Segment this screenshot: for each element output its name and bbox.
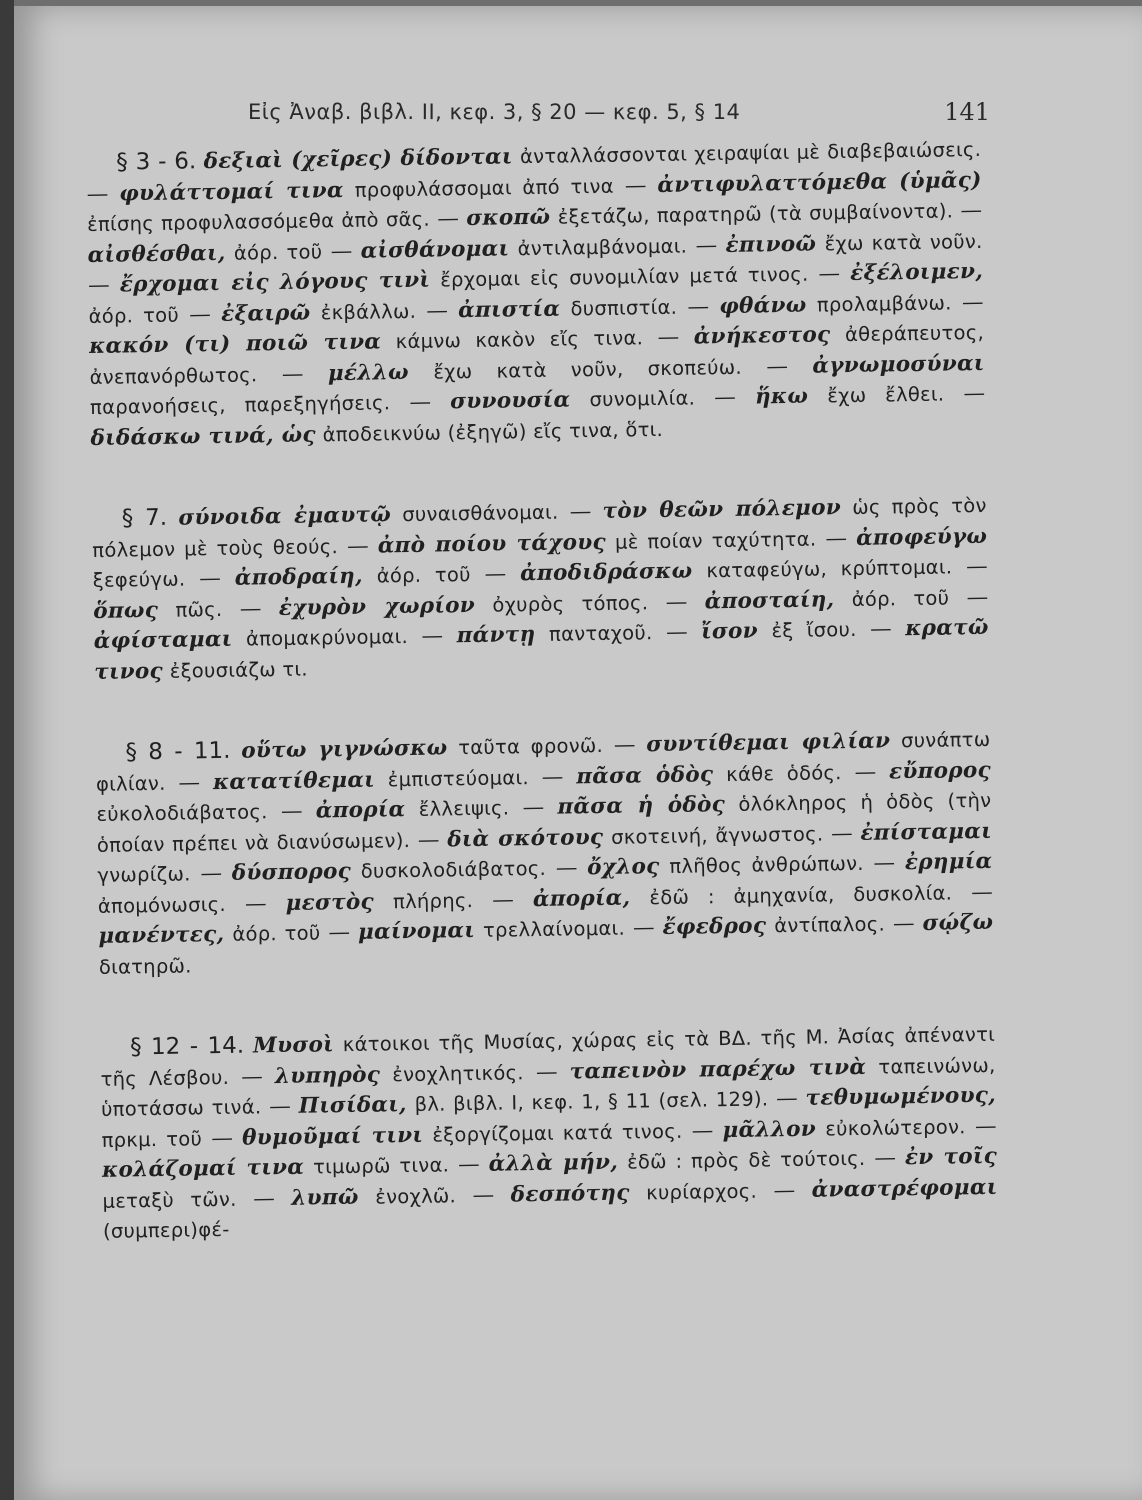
dash-separator: — bbox=[949, 584, 989, 610]
headword: ἥκω bbox=[754, 383, 809, 410]
gloss: κυρίαρχος. bbox=[646, 1179, 758, 1204]
gloss: συναισθάνομαι. bbox=[402, 500, 559, 527]
headword: μαίνομαι bbox=[357, 917, 476, 945]
headword: ὄχλος bbox=[586, 854, 660, 881]
headword: οὕτω γιγνώσκω bbox=[241, 735, 448, 764]
dash-separator: — bbox=[320, 919, 359, 946]
headword: ἀπιστία bbox=[457, 296, 561, 323]
dash-separator: — bbox=[337, 532, 378, 559]
headword: πάντῃ bbox=[456, 622, 536, 649]
headword: ἀπὸ ποίου τάχους bbox=[377, 529, 607, 558]
dash-separator: — bbox=[558, 498, 603, 525]
dash-separator: — bbox=[841, 758, 890, 785]
headword: ἐξαιρῶ bbox=[220, 299, 311, 327]
gloss: ἐμπιστεύομαι. bbox=[387, 765, 530, 791]
dash-separator: — bbox=[409, 826, 448, 853]
dash-separator: — bbox=[545, 855, 588, 881]
gloss: δυσπιστία. bbox=[570, 295, 678, 320]
headword: Πισίδαι, bbox=[298, 1092, 407, 1119]
gloss: κάθε ὁδός. bbox=[725, 760, 842, 786]
page-header bbox=[230, 98, 990, 132]
dash-separator: — bbox=[528, 763, 577, 790]
gloss: ἐκβάλλω. bbox=[320, 299, 417, 324]
gloss: ἀόρ. τοῦ bbox=[88, 303, 180, 328]
headword: ἐρημία bbox=[904, 848, 993, 876]
dash-separator: — bbox=[165, 769, 214, 796]
headword: ἀπορία, bbox=[532, 885, 631, 912]
headword: πᾶσα ὁδὸς bbox=[576, 761, 714, 789]
gloss: (συμπερι)φέ- bbox=[102, 1217, 230, 1243]
gloss: ἀόρ. τοῦ bbox=[233, 239, 323, 265]
headword: ἀποφεύγω bbox=[855, 523, 988, 551]
gloss: ἔχω κατὰ νοῦν, σκοπεύω. bbox=[433, 355, 743, 384]
gloss: ἀντίπαλος. bbox=[774, 912, 886, 938]
headword: σκοπῶ bbox=[466, 204, 551, 232]
gloss: ἀνταλλάσσονται χειραψίαι μὲ διαβεβαιώσεις. bbox=[519, 137, 982, 169]
gloss: συνομιλία. bbox=[589, 386, 696, 412]
dash-separator: — bbox=[613, 172, 658, 199]
gloss: ἀόρ. τοῦ bbox=[232, 921, 321, 946]
dash-separator: — bbox=[322, 238, 361, 264]
gloss: ἐξουσιάζω τι. bbox=[169, 657, 308, 683]
headword: ἐπίσταμαι bbox=[860, 818, 993, 846]
dash-separator: — bbox=[190, 860, 232, 887]
gloss: πλήρης. bbox=[392, 888, 474, 913]
gloss: ἔλλειψις. bbox=[418, 796, 510, 821]
gloss: προλαμβάνω. bbox=[816, 290, 952, 317]
headword: κατατίθεμαι bbox=[212, 767, 376, 795]
dash-separator: — bbox=[965, 1113, 997, 1139]
gloss: τιμωρῶ τινα. bbox=[312, 1153, 450, 1179]
headword: ἀγνωμοσύναι bbox=[812, 350, 985, 379]
dash-separator: — bbox=[741, 353, 813, 380]
dash-separator: — bbox=[951, 879, 993, 905]
headword: ἐν τοῖς bbox=[904, 1143, 998, 1171]
headword: ἀνήκεστος bbox=[693, 322, 831, 350]
headword: ἀντιφυλαττόμεθα (ὑμᾶς) bbox=[657, 167, 982, 198]
section-marker: § 12 - 14. bbox=[129, 1032, 245, 1061]
headword: δεσπότης bbox=[510, 1180, 630, 1207]
dash-separator: — bbox=[856, 616, 906, 642]
dash-separator: — bbox=[509, 794, 558, 821]
gloss: ἐξοργίζομαι κατά τινος. bbox=[432, 1119, 683, 1147]
headword: κρατῶ τινος bbox=[94, 614, 989, 685]
dash-separator: — bbox=[225, 890, 286, 917]
headword: ἐπινοῶ bbox=[725, 231, 817, 258]
headword: αἰσθάνομαι bbox=[360, 235, 510, 264]
headword: μᾶλλον bbox=[722, 1116, 817, 1143]
gloss: ἐπίσης προφυλασσόμεθα ἀπὸ σᾶς. bbox=[87, 207, 431, 236]
dash-separator: — bbox=[201, 1125, 243, 1151]
headword: ἀπορία bbox=[315, 797, 406, 824]
dash-separator: — bbox=[756, 1177, 812, 1204]
gloss: ὡς πρὸς τὸν πόλεμον μὲ τοὺς θεούς. bbox=[92, 493, 987, 562]
dash-separator: — bbox=[694, 384, 756, 411]
gloss: πρκμ. τοῦ bbox=[101, 1126, 203, 1152]
gloss: βλ. βιβλ. Ι, κεφ. 1, § 11 (σελ. 129). bbox=[414, 1087, 769, 1116]
dash-separator: — bbox=[415, 297, 459, 324]
gloss: τρελλαίνομαι. bbox=[482, 916, 626, 942]
headword: ἔφεδρος bbox=[662, 913, 767, 941]
headword: συντίθεμαι φιλίαν bbox=[646, 728, 891, 758]
headword: μέλλω bbox=[327, 359, 410, 386]
dash-separator: — bbox=[390, 389, 451, 416]
headword: φυλάττομαί τινα bbox=[119, 177, 344, 206]
gloss: ἐνοχλητικός. bbox=[392, 1060, 524, 1086]
dash-separator: — bbox=[236, 1185, 292, 1212]
dash-separator: — bbox=[642, 324, 694, 351]
headword: διδάσκω τινά, ὡς bbox=[90, 421, 316, 451]
headword: ἀλλὰ μήν, bbox=[488, 1149, 619, 1177]
headword: Μυσοὶ bbox=[252, 1032, 335, 1059]
dash-separator: — bbox=[677, 293, 720, 320]
headword: κολάζομαί τινα bbox=[101, 1154, 305, 1183]
dash-separator: — bbox=[863, 850, 906, 876]
gloss: καταφεύγω, κρύπτομαι. bbox=[706, 555, 953, 583]
gloss: εὐκολοδιάβατος. bbox=[96, 800, 268, 826]
dash-separator: — bbox=[808, 261, 851, 287]
gloss: ἐξ ἴσου. bbox=[771, 617, 857, 643]
headword: ἐξέλοιμεν, bbox=[849, 258, 984, 287]
dash-separator: — bbox=[222, 595, 279, 622]
gloss: ἐδῶ : ἀμηχανία, δυσκολία. bbox=[649, 880, 953, 909]
section-marker: § 8 - 11. bbox=[125, 737, 231, 766]
gloss: ἀθεράπευτος, ἀνεπανόρθωτος. bbox=[89, 320, 985, 389]
paragraph-section-7 bbox=[92, 490, 990, 688]
headword: μανέντες, bbox=[98, 921, 225, 949]
section-marker: § 7. bbox=[121, 504, 168, 532]
headword: θυμοῦμαί τινι bbox=[241, 1122, 424, 1151]
gloss: ἔχω ἔλθει. bbox=[827, 382, 945, 408]
headword: κακόν (τι) ποιῶ τινα bbox=[88, 329, 382, 359]
dash-separator: — bbox=[865, 1145, 906, 1171]
gloss: πλῆθος ἀνθρώπων. bbox=[669, 851, 864, 878]
dash-separator: — bbox=[86, 180, 120, 207]
headword: δεξιαὶ (χεῖρες) δίδονται bbox=[203, 144, 513, 175]
dash-separator: — bbox=[87, 272, 120, 298]
dash-separator: — bbox=[648, 588, 705, 615]
dash-separator: — bbox=[523, 1059, 570, 1085]
dash-separator: — bbox=[952, 553, 988, 580]
gloss: μεταξὺ τῶν. bbox=[102, 1187, 237, 1213]
dash-separator: — bbox=[687, 232, 726, 259]
gloss: ἀπομακρύνομαι. bbox=[245, 625, 409, 651]
gloss: παρανοήσεις, παρεξηγήσεις. bbox=[89, 391, 391, 419]
headword: σύνοιδα ἐμαυτῷ bbox=[178, 502, 392, 531]
commentary-text bbox=[86, 134, 998, 1247]
gloss: συνάπτω φιλίαν. bbox=[95, 727, 991, 796]
dash-separator: — bbox=[448, 1151, 489, 1178]
dash-separator: — bbox=[768, 1085, 806, 1112]
gloss: διατηρῶ. bbox=[98, 953, 192, 979]
headword: σῴζω bbox=[922, 909, 994, 936]
gloss: ἀόρ. τοῦ bbox=[376, 563, 471, 588]
dash-separator: — bbox=[257, 360, 329, 387]
headword: αἰσθέσθαι, bbox=[87, 240, 226, 268]
headword: ἴσον bbox=[700, 618, 759, 645]
dash-separator: — bbox=[682, 1117, 723, 1144]
dash-separator: — bbox=[816, 525, 857, 552]
gloss: ταπεινώνω, ὑποτάσσω τινά. bbox=[100, 1053, 996, 1121]
dash-separator: — bbox=[472, 886, 534, 913]
headword: ἀναστρέφομαι bbox=[811, 1174, 998, 1203]
dash-separator: — bbox=[884, 910, 923, 937]
gloss: ὀχυρὸς τόπος. bbox=[492, 590, 649, 617]
headword: φθάνω bbox=[719, 292, 807, 319]
headword: λυπηρὸς bbox=[274, 1061, 381, 1089]
dash-separator: — bbox=[952, 197, 983, 224]
gloss: πανταχοῦ. bbox=[548, 621, 653, 646]
gloss: πῶς. bbox=[175, 597, 223, 622]
dash-separator: — bbox=[455, 1181, 511, 1208]
headword: ἀφίσταμαι bbox=[93, 626, 233, 654]
dash-separator: — bbox=[944, 380, 986, 407]
headword: μεστὸς bbox=[285, 889, 375, 916]
gloss: ἔρχομαι εἰς συνομιλίαν μετά τινος. bbox=[440, 262, 809, 292]
dash-separator: — bbox=[185, 565, 235, 592]
headword: ἔρχομαι εἰς λόγους τινὶ bbox=[119, 267, 431, 298]
paragraph-section-8-11 bbox=[95, 724, 994, 983]
gloss: ἀπομόνωσις. bbox=[97, 892, 227, 918]
running-title: Εἰς Ἀναβ. βιβλ. ΙΙ, κεφ. 3, § 20 — κεφ. 5, § 14 bbox=[248, 100, 741, 124]
page-number: 141 bbox=[944, 98, 990, 126]
headword: ἀποσταίη, bbox=[704, 586, 835, 614]
headword: δύσπορος bbox=[231, 858, 352, 886]
gloss: ἐδῶ : πρὸς δὲ τούτοις. bbox=[626, 1146, 866, 1174]
dash-separator: — bbox=[261, 1093, 299, 1120]
dash-separator: — bbox=[407, 623, 457, 650]
gloss: ἀποδεικνύω (ἐξηγῶ) εἴς τινα, ὅτι. bbox=[322, 417, 664, 446]
headword: συνουσία bbox=[449, 387, 571, 415]
headword: τεθυμωμένους, bbox=[805, 1082, 997, 1111]
gloss: εὐκολώτερον. bbox=[825, 1114, 966, 1141]
gloss: σκοτεινή, ἄγνωστος. bbox=[610, 822, 824, 849]
dash-separator: — bbox=[228, 1063, 276, 1090]
gloss: ταῦτα φρονῶ. bbox=[458, 733, 604, 760]
gloss: κάμνω κακὸν εἴς τινα. bbox=[395, 326, 644, 354]
dash-separator: — bbox=[652, 619, 702, 646]
dash-separator: — bbox=[429, 206, 467, 232]
gloss: ἔχω κατὰ νοῦν. bbox=[824, 229, 983, 255]
gloss: ξεφεύγω. bbox=[92, 567, 186, 592]
dash-separator: — bbox=[624, 915, 663, 941]
dash-separator: — bbox=[602, 732, 647, 758]
headword: λυπῶ bbox=[291, 1184, 359, 1211]
headword: ταπεινὸν παρέχω τινὰ bbox=[569, 1054, 867, 1085]
gloss: ἐξετάζω, παρατηρῶ (τὰ συμβαίνοντα). bbox=[557, 199, 954, 229]
gloss: γνωρίζω. bbox=[97, 862, 191, 887]
gloss: δυσκολοδιάβατος. bbox=[360, 856, 547, 883]
paragraph-section-12-14 bbox=[100, 1019, 998, 1248]
headword: ὅπως bbox=[93, 597, 159, 624]
gloss: ὁλόκληρος ἡ ὁδὸς (τὴν ὁποίαν πρέπει νὰ διανύσωμεν). bbox=[96, 788, 992, 857]
headword: ἀποδιδράσκω bbox=[519, 558, 693, 587]
dash-separator: — bbox=[267, 798, 316, 825]
gloss: ἀόρ. τοῦ bbox=[851, 585, 950, 611]
section-marker: § 3 - 6. bbox=[116, 148, 197, 176]
book-spine bbox=[0, 0, 14, 1500]
gloss: κάτοικοι τῆς Μυσίας, χώρας εἰς τὰ ΒΔ. τῆς Μ. Ἀσίας ἀπέναντι τῆς Λέσβου. bbox=[100, 1022, 996, 1091]
dash-separator: — bbox=[470, 561, 521, 588]
dash-separator: — bbox=[823, 820, 861, 847]
gloss: ἀντιλαμβάνομαι. bbox=[517, 234, 688, 260]
headword: ἀποδραίη, bbox=[234, 563, 363, 591]
headword: ἐχυρὸν χωρίον bbox=[278, 592, 476, 621]
gloss: ἐνοχλῶ. bbox=[375, 1183, 457, 1209]
dash-separator: — bbox=[951, 289, 984, 315]
headword: τὸν θεῶν πόλεμον bbox=[602, 495, 842, 524]
gloss: μὲ ποίαν ταχύτητα. bbox=[614, 527, 817, 554]
headword: πᾶσα ἡ ὁδὸς bbox=[557, 792, 726, 820]
dash-separator: — bbox=[178, 301, 222, 328]
headword: διὰ σκότους bbox=[447, 824, 604, 852]
paragraph-section-3-6 bbox=[86, 134, 986, 454]
gloss: προφυλάσσομαι ἀπό τινα bbox=[354, 174, 615, 202]
headword: εὔπορος bbox=[888, 757, 992, 784]
